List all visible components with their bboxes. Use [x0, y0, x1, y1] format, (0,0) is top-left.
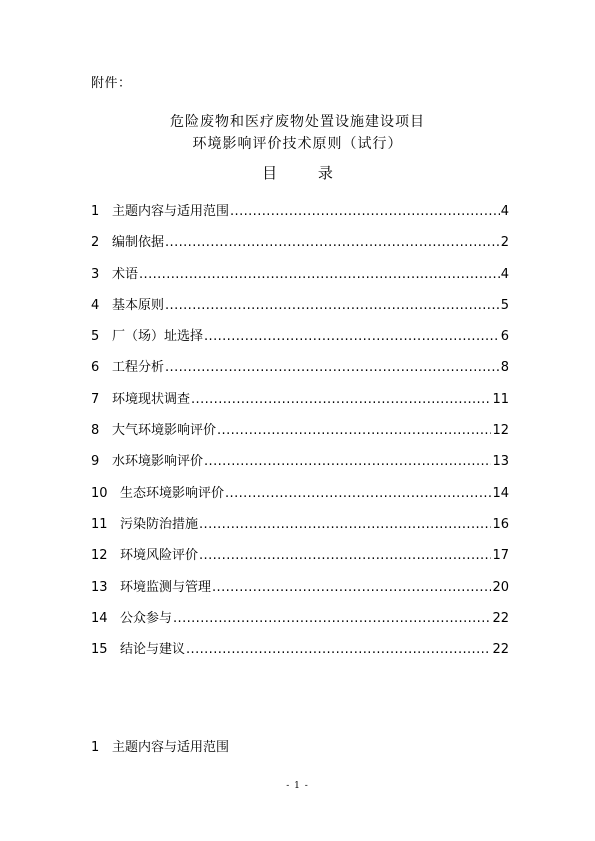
- toc-entry-page: 14: [492, 485, 509, 501]
- toc-entry-label: 术语: [112, 266, 139, 282]
- toc-entry-label: 主题内容与适用范围: [112, 204, 230, 219]
- toc-entry-number: 10: [91, 485, 108, 501]
- toc-entry[interactable]: [91, 231, 509, 262]
- toc-entry-number: 6: [91, 360, 100, 376]
- toc-leader-dots: [186, 642, 491, 657]
- toc-entry-label: 污染防治措施: [120, 516, 199, 532]
- toc-entry[interactable]: [91, 450, 509, 481]
- document-title-line-2: 环境影响评价技术原则（试行）: [192, 136, 403, 152]
- table-of-contents: [91, 200, 509, 669]
- toc-leader-dots: [204, 454, 491, 469]
- toc-entry[interactable]: [91, 263, 509, 294]
- toc-entry-page: 11: [492, 391, 509, 407]
- toc-entry-number: 3: [91, 266, 100, 282]
- toc-entry-label: 生态环境影响评价: [120, 485, 225, 501]
- toc-entry-label: 基本原则: [112, 297, 165, 313]
- toc-entry-page: 20: [492, 579, 509, 595]
- toc-leader-dots: [165, 298, 500, 313]
- toc-entry-number: 12: [91, 548, 108, 564]
- page-number-footer: - 1 -: [286, 781, 309, 791]
- toc-entry-label: 结论与建议: [120, 642, 186, 658]
- toc-entry-number: 5: [91, 329, 100, 345]
- toc-entry-page: 17: [492, 548, 509, 564]
- toc-entry-page: 4: [500, 266, 509, 282]
- toc-leader-dots: [230, 204, 500, 219]
- toc-entry-number: 2: [91, 235, 100, 251]
- toc-entry[interactable]: [91, 638, 509, 669]
- toc-entry-label: 编制依据: [112, 235, 165, 251]
- toc-leader-dots: [217, 423, 491, 438]
- toc-leader-dots: [199, 548, 491, 563]
- toc-entry[interactable]: [91, 200, 509, 231]
- toc-entry[interactable]: [91, 419, 509, 450]
- toc-entry-number: 7: [91, 391, 100, 407]
- toc-leader-dots: [204, 329, 500, 344]
- document-title-line-1: 危险废物和医疗废物处置设施建设项目: [170, 114, 425, 130]
- toc-entry-page: 2: [500, 235, 509, 251]
- toc-entry-page: 12: [492, 423, 509, 439]
- toc-leader-dots: [165, 235, 500, 250]
- toc-entry-page: 16: [492, 516, 509, 532]
- section-title: 主题内容与适用范围: [112, 740, 230, 755]
- toc-entry[interactable]: [91, 607, 509, 638]
- section-number: 1: [91, 740, 100, 755]
- toc-leader-dots: [212, 580, 491, 595]
- toc-entry-page: 22: [492, 642, 509, 658]
- attachment-label: 附件：: [91, 76, 132, 91]
- toc-entry-number: 14: [91, 610, 108, 626]
- toc-leader-dots: [225, 486, 491, 501]
- toc-leader-dots: [165, 360, 500, 375]
- toc-entry[interactable]: [91, 482, 509, 513]
- toc-entry-label: 水环境影响评价: [112, 454, 204, 470]
- toc-entry-page: 8: [500, 360, 509, 376]
- toc-entry[interactable]: [91, 576, 509, 607]
- toc-entry-page: 6: [500, 329, 509, 345]
- toc-entry[interactable]: [91, 325, 509, 356]
- toc-entry-page: 13: [492, 454, 509, 470]
- toc-entry-number: 9: [91, 454, 100, 470]
- toc-entry[interactable]: [91, 356, 509, 387]
- toc-entry-number: 4: [91, 297, 100, 313]
- toc-entry[interactable]: [91, 388, 509, 419]
- toc-entry[interactable]: [91, 544, 509, 575]
- toc-heading: 目 录: [262, 164, 351, 182]
- toc-leader-dots: [199, 517, 491, 532]
- toc-entry-label: 环境现状调查: [112, 391, 191, 407]
- toc-entry[interactable]: [91, 294, 509, 325]
- toc-entry-number: 13: [91, 579, 108, 595]
- toc-entry-label: 厂（场）址选择: [112, 329, 204, 345]
- toc-entry-number: 1: [91, 204, 100, 219]
- toc-leader-dots: [191, 392, 491, 407]
- toc-entry-page: 4: [500, 204, 509, 219]
- toc-leader-dots: [139, 267, 500, 282]
- toc-entry-page: 5: [500, 297, 509, 313]
- toc-entry-label: 大气环境影响评价: [112, 423, 217, 439]
- toc-entry-number: 11: [91, 516, 108, 532]
- toc-entry-number: 15: [91, 642, 108, 658]
- toc-entry-label: 公众参与: [120, 610, 173, 626]
- toc-entry-label: 工程分析: [112, 360, 165, 376]
- toc-entry-label: 环境风险评价: [120, 548, 199, 564]
- toc-leader-dots: [173, 611, 491, 626]
- toc-entry-page: 22: [492, 610, 509, 626]
- toc-entry-number: 8: [91, 423, 100, 439]
- toc-entry-label: 环境监测与管理: [120, 579, 212, 595]
- section-heading: [91, 736, 229, 755]
- toc-entry[interactable]: [91, 513, 509, 544]
